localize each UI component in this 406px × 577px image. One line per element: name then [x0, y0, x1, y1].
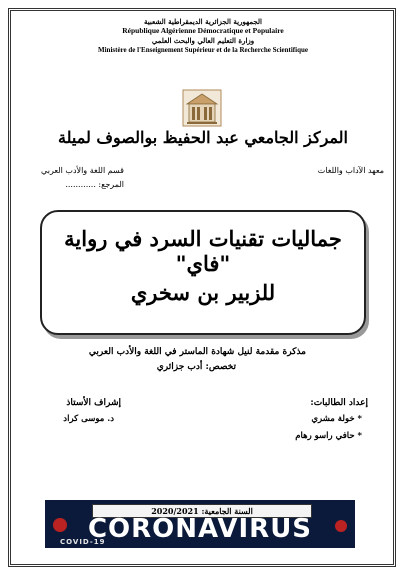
- institute-label: معهد الآداب واللغات: [317, 166, 384, 175]
- academic-year: السنة الجامعية: 2020/2021: [92, 504, 312, 518]
- thesis-title-line1: جماليات تقنيات السرد في رواية "فاي": [64, 226, 342, 276]
- memo-description: مذكرة مقدمة لنيل شهادة الماستر في اللغة والأدب العربي: [88, 347, 306, 357]
- ministry-french: Ministère de l'Enseignement Supérieur et de la Recherche Scientifique: [98, 46, 308, 54]
- banner-subtitle: COVID-19: [60, 538, 106, 546]
- republic-arabic: الجمهورية الجزائرية الديمقراطية الشعبية: [143, 17, 262, 26]
- institution-name: المركز الجامعي عبد الحفيظ بوالصوف لميلة: [58, 128, 348, 147]
- supervisor-label: إشراف الأستاذ: [66, 398, 121, 408]
- thesis-title-line2: للزبير بن سخري: [130, 280, 276, 305]
- department-label: قسم اللغة والأدب العربي: [41, 166, 124, 175]
- banner-title: CORONAVIRUS: [87, 514, 313, 544]
- student-name-1: * خولة مشري: [311, 414, 362, 424]
- university-logo-icon: [181, 88, 223, 128]
- republic-french: République Algérienne Démocratique et Populaire: [122, 26, 284, 35]
- reference-label: المرجع: ............: [65, 180, 124, 189]
- student-name-2: * حافي راسو رهام: [295, 431, 362, 441]
- supervisor-name: د. موسى كراد: [63, 414, 114, 424]
- students-label: إعداد الطالبات:: [310, 398, 368, 408]
- ministry-arabic: وزارة التعليم العالي والبحث العلمي: [151, 36, 255, 45]
- specialization: تخصص: أدب جزائري: [156, 362, 236, 372]
